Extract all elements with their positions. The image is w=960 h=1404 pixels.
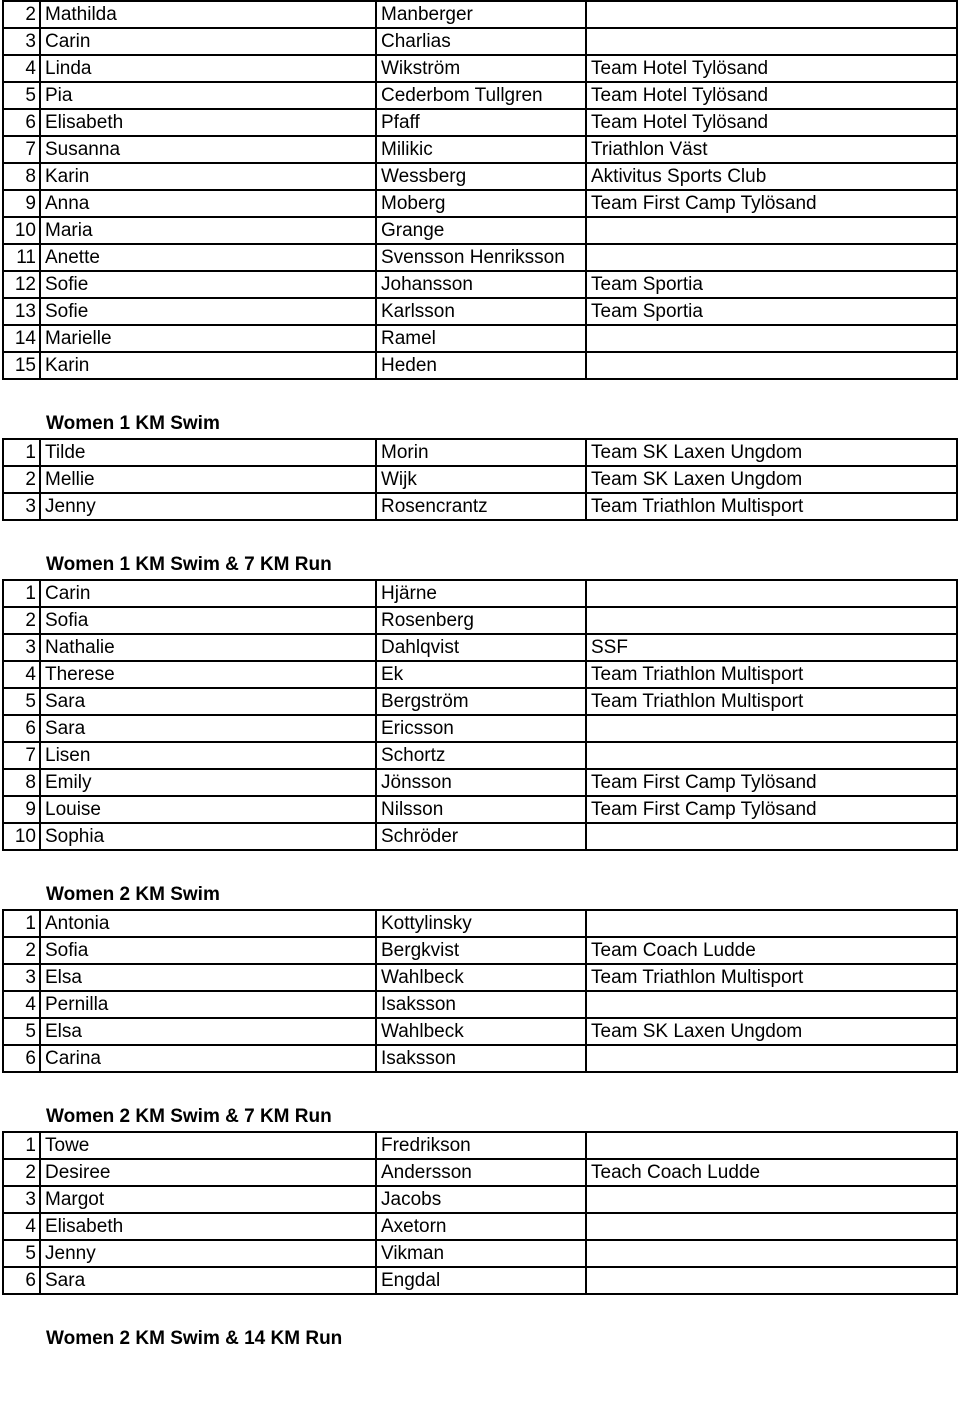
- club-cell: Team Coach Ludde: [586, 937, 957, 964]
- first-name-cell: Jenny: [40, 1240, 376, 1267]
- last-name-cell: Andersson: [376, 1159, 586, 1186]
- last-name-cell: Isaksson: [376, 991, 586, 1018]
- section-gap: [0, 380, 960, 409]
- club-cell: [586, 607, 957, 634]
- first-name-cell: Antonia: [40, 910, 376, 937]
- club-cell: Triathlon Väst: [586, 136, 957, 163]
- table-row: [3, 769, 957, 796]
- last-name-cell: Wahlbeck: [376, 1018, 586, 1045]
- first-name-cell: Anette: [40, 244, 376, 271]
- last-name-cell: Jönsson: [376, 769, 586, 796]
- results-section: [0, 1295, 960, 1353]
- results-section: [0, 0, 960, 380]
- first-name-cell: Carin: [40, 580, 376, 607]
- last-name-cell: Moberg: [376, 190, 586, 217]
- last-name-cell: Milikic: [376, 136, 586, 163]
- rank-cell: 5: [3, 688, 40, 715]
- rank-cell: 13: [3, 298, 40, 325]
- first-name-cell: Linda: [40, 55, 376, 82]
- table-row: [3, 109, 957, 136]
- club-cell: [586, 715, 957, 742]
- table-row: [3, 1213, 957, 1240]
- first-name-cell: Sophia: [40, 823, 376, 850]
- table-row: [3, 742, 957, 769]
- last-name-cell: Svensson Henriksson: [376, 244, 586, 271]
- rank-cell: 3: [3, 28, 40, 55]
- last-name-cell: Wijk: [376, 466, 586, 493]
- rank-cell: 4: [3, 991, 40, 1018]
- results-section: [0, 380, 960, 521]
- club-cell: [586, 1213, 957, 1240]
- first-name-cell: Sara: [40, 1267, 376, 1294]
- club-cell: [586, 1132, 957, 1159]
- last-name-cell: Jacobs: [376, 1186, 586, 1213]
- section-heading: Women 1 KM Swim: [46, 413, 220, 434]
- rank-cell: 6: [3, 109, 40, 136]
- first-name-cell: Anna: [40, 190, 376, 217]
- first-name-cell: Marielle: [40, 325, 376, 352]
- last-name-cell: Wessberg: [376, 163, 586, 190]
- first-name-cell: Nathalie: [40, 634, 376, 661]
- last-name-cell: Wikström: [376, 55, 586, 82]
- club-cell: [586, 1, 957, 28]
- last-name-cell: Isaksson: [376, 1045, 586, 1072]
- section-gap: [0, 1073, 960, 1102]
- table-row: [3, 163, 957, 190]
- first-name-cell: Therese: [40, 661, 376, 688]
- last-name-cell: Bergström: [376, 688, 586, 715]
- last-name-cell: Wahlbeck: [376, 964, 586, 991]
- first-name-cell: Desiree: [40, 1159, 376, 1186]
- section-heading: Women 2 KM Swim & 7 KM Run: [46, 1106, 332, 1127]
- last-name-cell: Manberger: [376, 1, 586, 28]
- club-cell: Team First Camp Tylösand: [586, 769, 957, 796]
- club-cell: SSF: [586, 634, 957, 661]
- first-name-cell: Elisabeth: [40, 109, 376, 136]
- table-row: [3, 1240, 957, 1267]
- club-cell: Team Triathlon Multisport: [586, 493, 957, 520]
- table-row: [3, 55, 957, 82]
- table-row: [3, 28, 957, 55]
- last-name-cell: Vikman: [376, 1240, 586, 1267]
- results-table: [2, 0, 958, 380]
- first-name-cell: Sara: [40, 688, 376, 715]
- table-row: [3, 271, 957, 298]
- table-row: [3, 439, 957, 466]
- club-cell: [586, 1045, 957, 1072]
- results-table: [2, 438, 958, 521]
- table-row: [3, 493, 957, 520]
- last-name-cell: Schortz: [376, 742, 586, 769]
- table-row: [3, 217, 957, 244]
- first-name-cell: Jenny: [40, 493, 376, 520]
- first-name-cell: Louise: [40, 796, 376, 823]
- last-name-cell: Hjärne: [376, 580, 586, 607]
- rank-cell: 8: [3, 163, 40, 190]
- club-cell: [586, 217, 957, 244]
- rank-cell: 3: [3, 493, 40, 520]
- results-table: [2, 909, 958, 1073]
- rank-cell: 6: [3, 1045, 40, 1072]
- results-section: [0, 1073, 960, 1295]
- club-cell: Aktivitus Sports Club: [586, 163, 957, 190]
- last-name-cell: Johansson: [376, 271, 586, 298]
- last-name-cell: Morin: [376, 439, 586, 466]
- table-row: [3, 796, 957, 823]
- first-name-cell: Carin: [40, 28, 376, 55]
- rank-cell: 1: [3, 580, 40, 607]
- first-name-cell: Towe: [40, 1132, 376, 1159]
- section-gap: [0, 1295, 960, 1324]
- table-row: [3, 823, 957, 850]
- table-row: [3, 661, 957, 688]
- last-name-cell: Dahlqvist: [376, 634, 586, 661]
- first-name-cell: Elsa: [40, 1018, 376, 1045]
- rank-cell: 8: [3, 769, 40, 796]
- last-name-cell: Fredrikson: [376, 1132, 586, 1159]
- rank-cell: 11: [3, 244, 40, 271]
- first-name-cell: Sofie: [40, 271, 376, 298]
- first-name-cell: Karin: [40, 352, 376, 379]
- club-cell: Team First Camp Tylösand: [586, 796, 957, 823]
- results-section: [0, 521, 960, 851]
- section-gap: [0, 851, 960, 880]
- last-name-cell: Bergkvist: [376, 937, 586, 964]
- rank-cell: 7: [3, 742, 40, 769]
- rank-cell: 5: [3, 82, 40, 109]
- club-cell: Team SK Laxen Ungdom: [586, 439, 957, 466]
- rank-cell: 2: [3, 1159, 40, 1186]
- table-row: [3, 190, 957, 217]
- last-name-cell: Kottylinsky: [376, 910, 586, 937]
- club-cell: [586, 28, 957, 55]
- last-name-cell: Karlsson: [376, 298, 586, 325]
- table-row: [3, 352, 957, 379]
- rank-cell: 15: [3, 352, 40, 379]
- first-name-cell: Carina: [40, 1045, 376, 1072]
- first-name-cell: Margot: [40, 1186, 376, 1213]
- club-cell: Team Hotel Tylösand: [586, 82, 957, 109]
- club-cell: Team First Camp Tylösand: [586, 190, 957, 217]
- table-row: [3, 244, 957, 271]
- first-name-cell: Sofia: [40, 937, 376, 964]
- rank-cell: 2: [3, 466, 40, 493]
- table-row: [3, 580, 957, 607]
- rank-cell: 2: [3, 937, 40, 964]
- club-cell: [586, 1186, 957, 1213]
- rank-cell: 6: [3, 715, 40, 742]
- section-heading: Women 1 KM Swim & 7 KM Run: [46, 554, 332, 575]
- last-name-cell: Ramel: [376, 325, 586, 352]
- table-row: [3, 1045, 957, 1072]
- club-cell: Team Triathlon Multisport: [586, 964, 957, 991]
- club-cell: Team Triathlon Multisport: [586, 661, 957, 688]
- last-name-cell: Pfaff: [376, 109, 586, 136]
- club-cell: Team SK Laxen Ungdom: [586, 466, 957, 493]
- rank-cell: 3: [3, 1186, 40, 1213]
- first-name-cell: Maria: [40, 217, 376, 244]
- last-name-cell: Ek: [376, 661, 586, 688]
- last-name-cell: Grange: [376, 217, 586, 244]
- table-row: [3, 325, 957, 352]
- club-cell: [586, 910, 957, 937]
- club-cell: [586, 352, 957, 379]
- rank-cell: 1: [3, 1132, 40, 1159]
- table-row: [3, 937, 957, 964]
- table-row: [3, 1132, 957, 1159]
- rank-cell: 14: [3, 325, 40, 352]
- first-name-cell: Karin: [40, 163, 376, 190]
- table-row: [3, 466, 957, 493]
- rank-cell: 10: [3, 823, 40, 850]
- club-cell: Team Hotel Tylösand: [586, 109, 957, 136]
- first-name-cell: Pia: [40, 82, 376, 109]
- last-name-cell: Rosenberg: [376, 607, 586, 634]
- rank-cell: 3: [3, 634, 40, 661]
- rank-cell: 12: [3, 271, 40, 298]
- last-name-cell: Nilsson: [376, 796, 586, 823]
- table-row: [3, 910, 957, 937]
- rank-cell: 9: [3, 190, 40, 217]
- club-cell: [586, 742, 957, 769]
- rank-cell: 2: [3, 1, 40, 28]
- last-name-cell: Cederbom Tullgren: [376, 82, 586, 109]
- rank-cell: 4: [3, 661, 40, 688]
- rank-cell: 10: [3, 217, 40, 244]
- last-name-cell: Heden: [376, 352, 586, 379]
- last-name-cell: Charlias: [376, 28, 586, 55]
- first-name-cell: Sofia: [40, 607, 376, 634]
- results-section: [0, 851, 960, 1073]
- first-name-cell: Elsa: [40, 964, 376, 991]
- club-cell: Teach Coach Ludde: [586, 1159, 957, 1186]
- rank-cell: 5: [3, 1018, 40, 1045]
- club-cell: [586, 1267, 957, 1294]
- last-name-cell: Rosencrantz: [376, 493, 586, 520]
- first-name-cell: Emily: [40, 769, 376, 796]
- table-row: [3, 607, 957, 634]
- last-name-cell: Ericsson: [376, 715, 586, 742]
- section-heading: Women 2 KM Swim & 14 KM Run: [46, 1328, 343, 1349]
- club-cell: [586, 244, 957, 271]
- first-name-cell: Sofie: [40, 298, 376, 325]
- table-row: [3, 715, 957, 742]
- table-row: [3, 688, 957, 715]
- first-name-cell: Tilde: [40, 439, 376, 466]
- first-name-cell: Sara: [40, 715, 376, 742]
- table-row: [3, 964, 957, 991]
- rank-cell: 1: [3, 910, 40, 937]
- results-table: [2, 579, 958, 851]
- table-row: [3, 136, 957, 163]
- first-name-cell: Elisabeth: [40, 1213, 376, 1240]
- rank-cell: 5: [3, 1240, 40, 1267]
- table-row: [3, 1186, 957, 1213]
- table-row: [3, 298, 957, 325]
- first-name-cell: Mathilda: [40, 1, 376, 28]
- last-name-cell: Engdal: [376, 1267, 586, 1294]
- rank-cell: 3: [3, 964, 40, 991]
- first-name-cell: Susanna: [40, 136, 376, 163]
- rank-cell: 1: [3, 439, 40, 466]
- club-cell: Team Sportia: [586, 298, 957, 325]
- results-table: [2, 1131, 958, 1295]
- table-row: [3, 991, 957, 1018]
- table-row: [3, 634, 957, 661]
- table-row: [3, 82, 957, 109]
- last-name-cell: Schröder: [376, 823, 586, 850]
- rank-cell: 4: [3, 55, 40, 82]
- first-name-cell: Mellie: [40, 466, 376, 493]
- club-cell: [586, 325, 957, 352]
- table-row: [3, 1267, 957, 1294]
- club-cell: Team Hotel Tylösand: [586, 55, 957, 82]
- table-row: [3, 1018, 957, 1045]
- club-cell: Team Triathlon Multisport: [586, 688, 957, 715]
- first-name-cell: Lisen: [40, 742, 376, 769]
- rank-cell: 6: [3, 1267, 40, 1294]
- rank-cell: 7: [3, 136, 40, 163]
- section-gap: [0, 521, 960, 550]
- club-cell: [586, 823, 957, 850]
- last-name-cell: Axetorn: [376, 1213, 586, 1240]
- rank-cell: 9: [3, 796, 40, 823]
- club-cell: [586, 580, 957, 607]
- club-cell: Team Sportia: [586, 271, 957, 298]
- rank-cell: 4: [3, 1213, 40, 1240]
- section-heading: Women 2 KM Swim: [46, 884, 220, 905]
- first-name-cell: Pernilla: [40, 991, 376, 1018]
- club-cell: Team SK Laxen Ungdom: [586, 1018, 957, 1045]
- club-cell: [586, 991, 957, 1018]
- club-cell: [586, 1240, 957, 1267]
- table-row: [3, 1159, 957, 1186]
- table-row: [3, 1, 957, 28]
- rank-cell: 2: [3, 607, 40, 634]
